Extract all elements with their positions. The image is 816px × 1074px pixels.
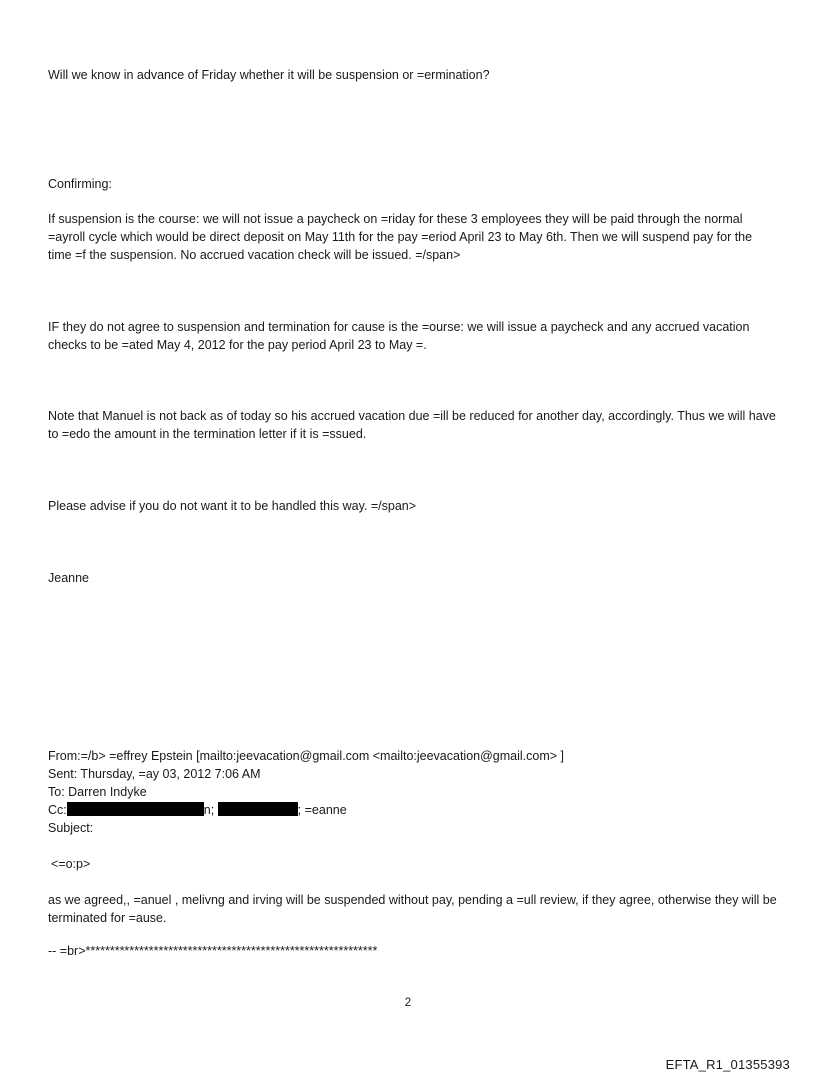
quoted-op-tag: <=o:p> <box>51 857 91 871</box>
redaction-block-1 <box>67 802 204 816</box>
header-from: From:=/b> =effrey Epstein [mailto:jeevacation@gmail.com <mailto:jeevacation@gmail.com> ] <box>48 749 565 763</box>
header-cc-sep1: n; <box>203 803 215 817</box>
body-para-suspension: If suspension is the course: we will not issue a paycheck on =riday for these 3 employees they will be paid through the normal =ayroll cycle which would be direct deposit on May 11th for the pay =eriod April 23 to May 6th. Then we will suspend pay for the time =f the suspension. No accrued vacation check will be issued. =/span> <box>48 212 753 262</box>
header-cc-sep2: ; =eanne <box>297 803 347 817</box>
signature: Jeanne <box>48 571 90 585</box>
header-to: To: Darren Indyke <box>48 785 147 799</box>
body-confirming: Confirming: <box>48 177 112 191</box>
quoted-message: as we agreed,, =anuel , melivng and irving will be suspended without pay, pending a =ull review, if they agree, otherwise they will be terminated for =ause. <box>48 893 777 925</box>
document-id: EFTA_R1_01355393 <box>665 1057 790 1072</box>
body-para-termination: IF they do not agree to suspension and termination for cause is the =ourse: we will issue a paycheck and any accrued vacation checks to be =ated May 4, 2012 for the pay period April 23 to May =. <box>48 320 750 352</box>
header-subject: Subject: <box>48 821 94 835</box>
quoted-separator: -- =br>************************************************************ <box>48 944 378 958</box>
email-header <box>48 747 778 837</box>
body-para-advise: Please advise if you do not want it to be handled this way. =/span> <box>48 499 417 513</box>
header-sent: Sent: Thursday, =ay 03, 2012 7:06 AM <box>48 767 261 781</box>
header-cc-label: Cc: <box>48 803 67 817</box>
body-question: Will we know in advance of Friday whether it will be suspension or =ermination? <box>48 68 490 82</box>
body-para-manuel: Note that Manuel is not back as of today so his accrued vacation due =ill be reduced for another day, accordingly. Thus we will have to =edo the amount in the termination letter if it is =ssued. <box>48 409 776 441</box>
redaction-block-2 <box>218 802 298 816</box>
page-number: 2 <box>404 997 412 1009</box>
header-cc <box>48 801 778 819</box>
